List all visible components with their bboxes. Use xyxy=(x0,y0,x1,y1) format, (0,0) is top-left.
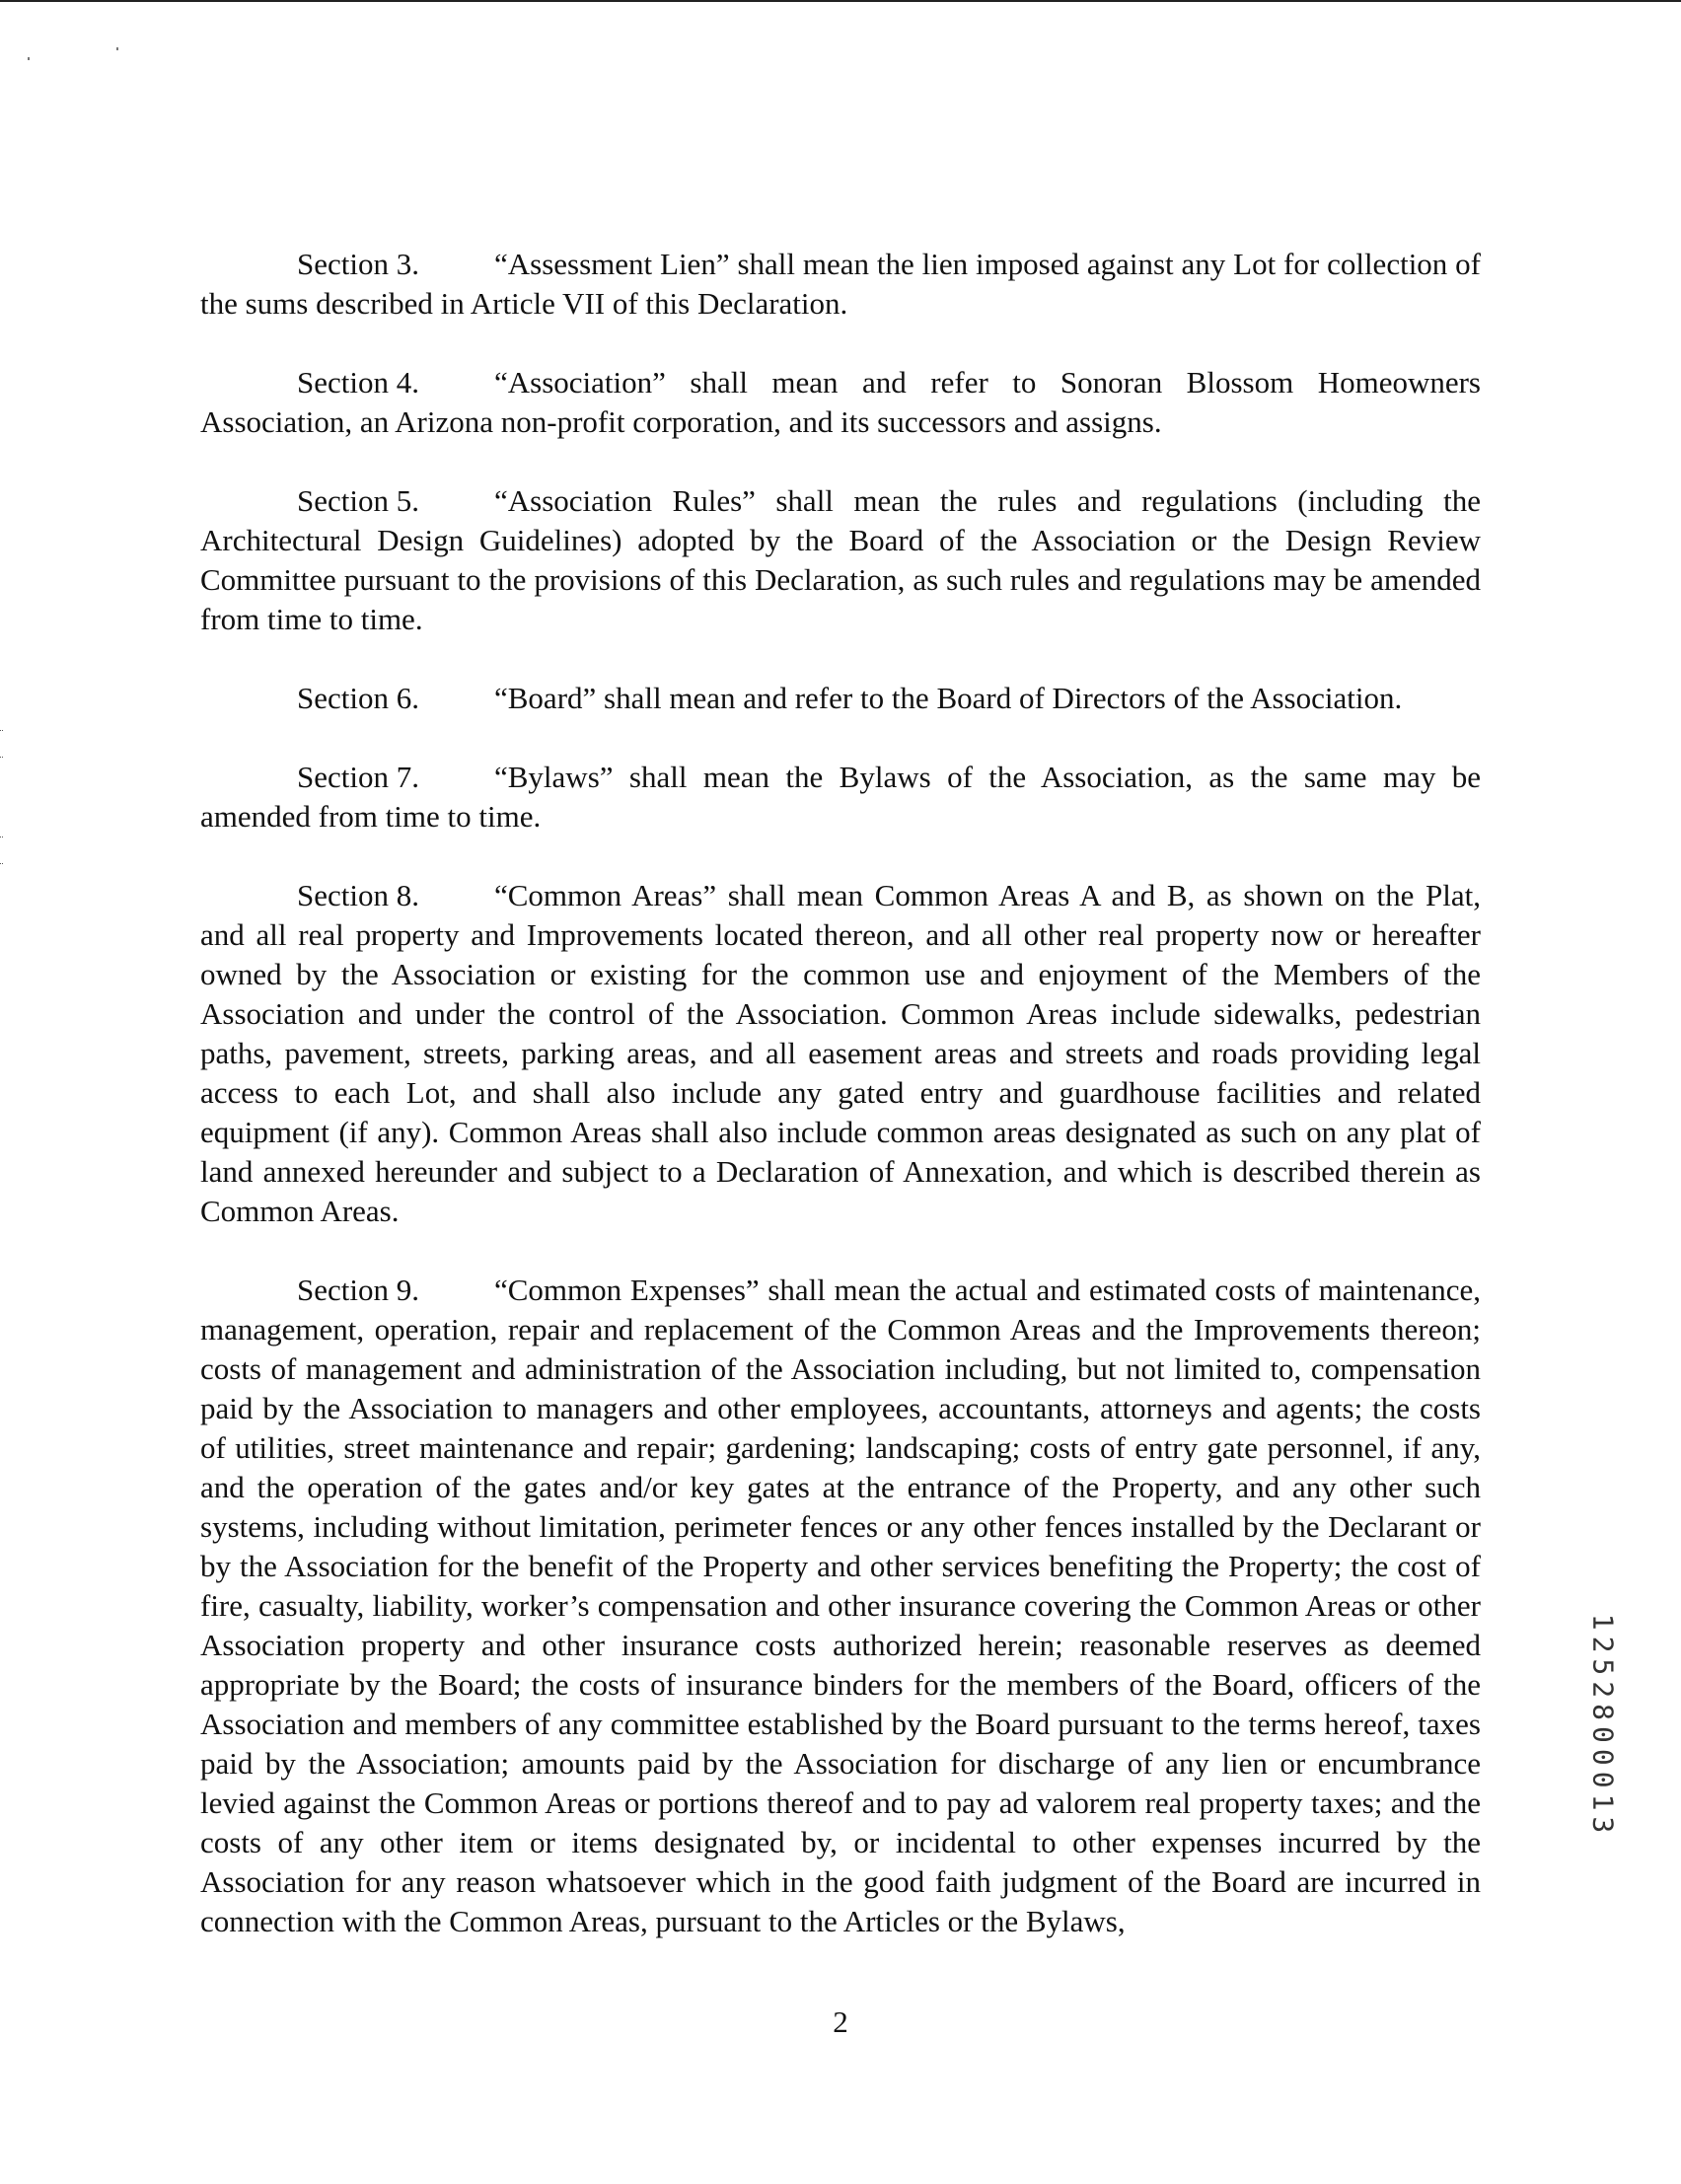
section-text: “Assessment Lien” shall mean the lien imposed against any Lot for collection of the sums described in Article VII of this Declaration. xyxy=(200,247,1481,321)
section-number: Section 9. xyxy=(297,1273,419,1307)
section-7 xyxy=(200,758,1481,837)
section-6 xyxy=(200,679,1481,718)
section-number: Section 4. xyxy=(297,365,419,400)
section-3 xyxy=(200,245,1481,324)
page-number: 2 xyxy=(833,2004,848,2039)
scan-edge-mark xyxy=(0,730,3,758)
section-4 xyxy=(200,363,1481,442)
document-id-text: 1252800013 xyxy=(1586,1613,1620,1840)
section-text: “Association Rules” shall mean the rules and regulations (including the Architectural Design Guidelines) adopted by the Board of the Association or the Design Review Committee pursuant to the provisions of this Declaration, as such rules and regulations may be amended from time to time. xyxy=(200,483,1481,636)
scan-edge-mark xyxy=(0,837,3,864)
scan-speck xyxy=(28,57,30,60)
section-text: “Common Expenses” shall mean the actual and estimated costs of maintenance, management, operation, repair and replacement of the Common Areas and the Improvements thereon; costs of management and administration of the Association including, but not limited to, compensation paid by the Association to managers and other employees, accountants, attorneys and agents; the costs of utilities, street maintenance and repair; gardening; landscaping; costs of entry gate personnel, if any, and the operation of the gates and/or key gates at the entrance of the Property, and any other such systems, including without limitation, perimeter fences or any other fences installed by the Declarant or by the Association for the benefit of the Property and other services benefiting the Property; the cost of fire, casualty, liability, worker’s compensation and other insurance covering the Common Areas or other Association property and other insurance costs authorized herein; reasonable reserves as deemed appropriate by the Board; the costs of insurance binders for the members of the Board, officers of the Association and members of any committee established by the Board pursuant to the terms hereof, taxes paid by the Association; amounts paid by the Association for discharge of any lien or encumbrance levied against the Common Areas or portions thereof and to pay ad valorem real property taxes; and the costs of any other item or items designated by, or incidental to other expenses incurred by the Association for any reason whatsoever which in the good faith judgment of the Board are incurred in connection with the Common Areas, pursuant to the Articles or the Bylaws, xyxy=(200,1273,1481,1938)
section-number: Section 5. xyxy=(297,483,419,518)
section-text: “Bylaws” shall mean the Bylaws of the Association, as the same may be amended from time to time. xyxy=(200,760,1481,834)
document-id-stamp xyxy=(1583,1598,1623,1855)
section-text: “Association” shall mean and refer to Sonoran Blossom Homeowners Association, an Arizona non-profit corporation, and its successors and assigns. xyxy=(200,365,1481,439)
section-8 xyxy=(200,876,1481,1231)
section-text: “Board” shall mean and refer to the Board of Directors of the Association. xyxy=(494,681,1403,715)
document-body xyxy=(200,245,1481,1981)
section-number: Section 7. xyxy=(297,760,419,794)
section-5 xyxy=(200,481,1481,639)
scan-top-edge xyxy=(0,0,1681,2)
section-number: Section 3. xyxy=(297,247,419,281)
section-9 xyxy=(200,1271,1481,1941)
section-text: “Common Areas” shall mean Common Areas A and B, as shown on the Plat, and all real property and Improvements located thereon, and all other real property now or hereafter owned by the Association or existing for the common use and enjoyment of the Members of the Association and under the control of the Association. Common Areas include sidewalks, pedestrian paths, pavement, streets, parking areas, and all easement areas and streets and roads providing legal access to each Lot, and shall also include any gated entry and guardhouse facilities and related equipment (if any). Common Areas shall also include common areas designated as such on any plat of land annexed hereunder and subject to a Declaration of Annexation, and which is described therein as Common Areas. xyxy=(200,878,1481,1228)
scan-speck xyxy=(116,47,118,50)
section-number: Section 6. xyxy=(297,681,419,715)
section-number: Section 8. xyxy=(297,878,419,912)
